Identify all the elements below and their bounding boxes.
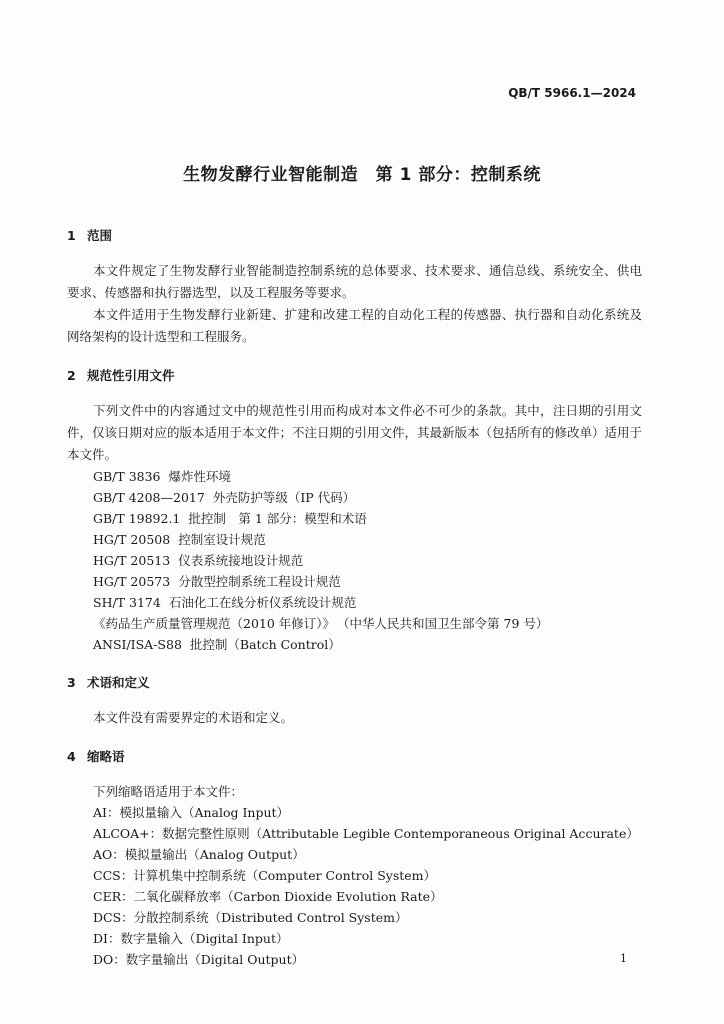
abbreviation-item: DCS：分散控制系统（Distributed Control System） <box>93 910 408 925</box>
reference-title: 分散型控制系统工程设计规范 <box>178 574 341 589</box>
reference-item <box>67 508 642 529</box>
section-title: 术语和定义 <box>87 675 150 690</box>
page-number: 1 <box>620 952 627 965</box>
reference-item <box>67 571 642 592</box>
document-body <box>67 226 642 970</box>
reference-title: 批控制 第 1 部分：模型和术语 <box>188 511 367 526</box>
section-title: 范围 <box>87 228 113 243</box>
section-number: 2 <box>67 368 76 383</box>
abbreviation-item: CCS：计算机集中控制系统（Computer Control System） <box>93 868 437 883</box>
reference-code: GB/T 3836 <box>93 469 161 484</box>
reference-code: 《药品生产质量管理规范（2010 年修订）》 <box>93 616 336 631</box>
terms-text: 本文件没有需要界定的术语和定义。 <box>93 710 294 725</box>
reference-item <box>67 592 642 613</box>
reference-code: GB/T 4208—2017 <box>93 490 205 505</box>
scope-paragraph: 本文件规定了生物发酵行业智能制造控制系统的总体要求、技术要求、通信总线、系统安全、供电要求、传感器和执行器选型，以及工程服务等要求。 <box>67 263 642 300</box>
section-heading-normative-references <box>67 366 642 386</box>
reference-code: HG/T 20513 <box>93 553 171 568</box>
document-title: 生物发酵行业智能制造 第 1 部分：控制系统 <box>183 165 541 185</box>
reference-item <box>67 613 642 634</box>
abbreviation-item: CER：二氧化碳释放率（Carbon Dioxide Evolution Rate） <box>93 889 443 904</box>
reference-title: 石油化工在线分析仪系统设计规范 <box>168 595 357 610</box>
reference-item <box>67 529 642 550</box>
reference-title: （中华人民共和国卫生部令第 79 号） <box>337 616 549 631</box>
abbreviation-item: AI：模拟量输入（Analog Input） <box>93 805 290 820</box>
scope-paragraph: 本文件适用于生物发酵行业新建、扩建和改建工程的自动化工程的传感器、执行器和自动化系统及网络架构的设计选型和工程服务。 <box>67 307 642 344</box>
reference-item <box>67 550 642 571</box>
reference-title: 仪表系统接地设计规范 <box>178 553 304 568</box>
reference-item <box>67 487 642 508</box>
section-number: 4 <box>67 749 76 764</box>
section-title: 缩略语 <box>87 749 125 764</box>
reference-code: HG/T 20573 <box>93 574 171 589</box>
reference-code: ANSI/ISA-S88 <box>93 637 182 652</box>
reference-title: 批控制（Batch Control） <box>189 637 341 652</box>
abbreviation-item: ALCOA+：数据完整性原则（Attributable Legible Contemporaneous Original Accurate） <box>93 826 639 841</box>
reference-item <box>67 634 642 655</box>
abbreviation-item: DO：数字量输出（Digital Output） <box>93 952 305 967</box>
section-heading-terms <box>67 673 642 693</box>
section-title: 规范性引用文件 <box>87 368 175 383</box>
abbreviation-item: DI：数字量输入（Digital Input） <box>93 931 289 946</box>
reference-title: 爆炸性环境 <box>168 469 232 484</box>
reference-code: GB/T 19892.1 <box>93 511 181 526</box>
section-number: 3 <box>67 675 76 690</box>
reference-item <box>67 466 642 487</box>
reference-title: 控制室设计规范 <box>178 532 266 547</box>
abbreviation-item: AO：模拟量输出（Analog Output） <box>93 847 305 862</box>
standard-code: QB/T 5966.1—2024 <box>508 86 636 100</box>
normative-intro: 下列文件中的内容通过文中的规范性引用而构成对本文件必不可少的条款。其中，注日期的引用文件，仅该日期对应的版本适用于本文件；不注日期的引用文件，其最新版本（包括所有的修改单）适用于本文件。 <box>67 403 643 462</box>
section-number: 1 <box>67 228 76 243</box>
reference-title: 外壳防护等级（IP 代码） <box>212 490 356 505</box>
section-heading-scope <box>67 226 642 246</box>
section-heading-abbreviations <box>67 747 642 767</box>
abbreviation-intro: 下列缩略语适用于本文件： <box>93 784 244 799</box>
reference-code: SH/T 3174 <box>93 595 161 610</box>
reference-code: HG/T 20508 <box>93 532 171 547</box>
